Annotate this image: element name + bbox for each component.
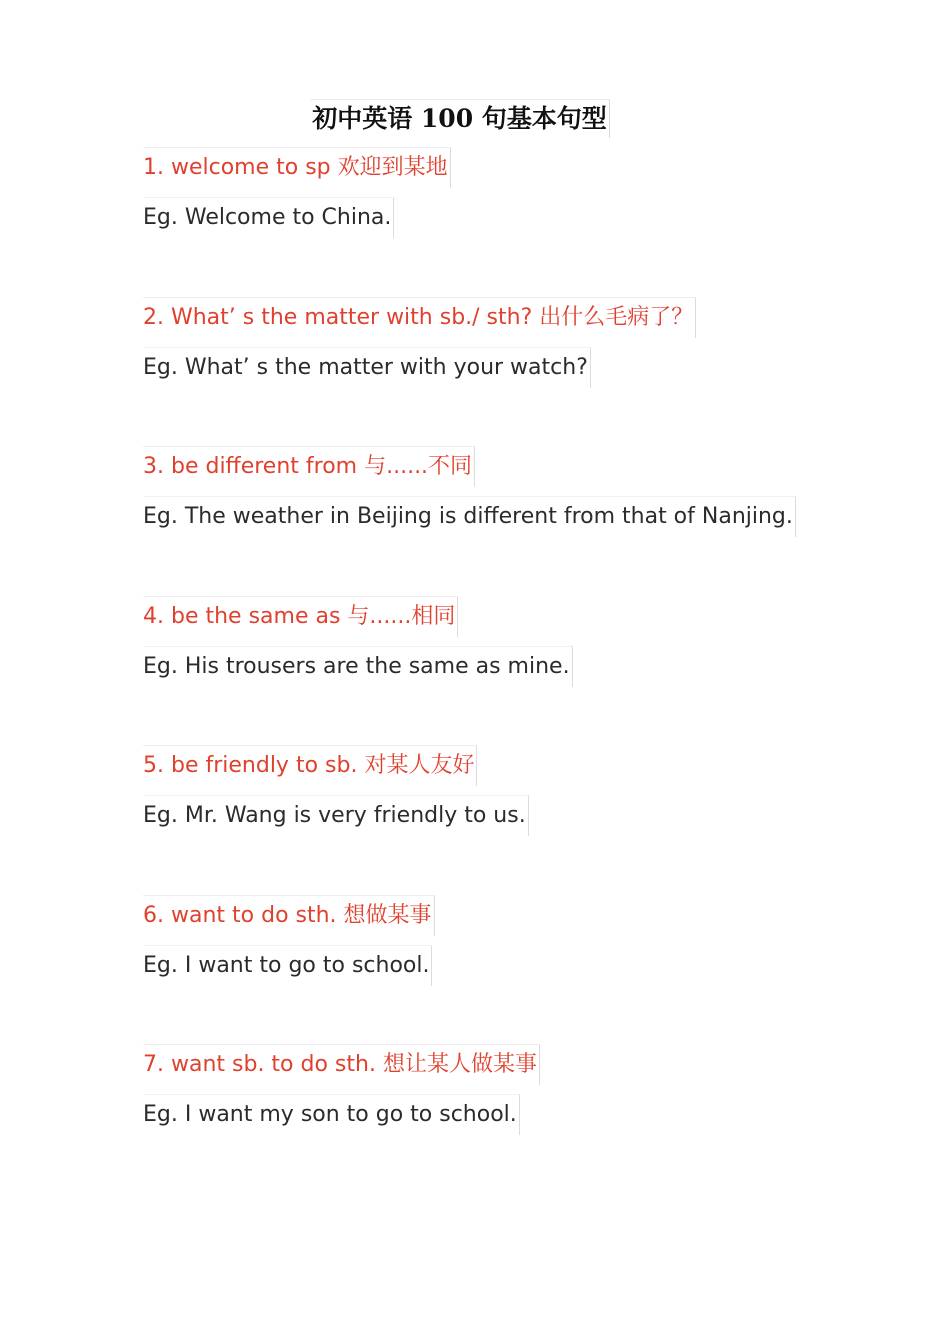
sentence-pattern: 4. be the same as 与......相同: [143, 596, 458, 637]
list-item: [143, 1044, 933, 1194]
page-title: 初中英语 100 句基本句型: [310, 99, 610, 138]
page-title-wrapper: [0, 98, 950, 138]
list-item: [143, 596, 933, 746]
example-sentence: Eg. Mr. Wang is very friendly to us.: [143, 795, 529, 836]
sentence-pattern: 2. What’ s the matter with sb./ sth? 出什么毛病了？: [143, 297, 696, 338]
list-item: [143, 297, 933, 447]
example-sentence: Eg. What’ s the matter with your watch?: [143, 347, 591, 388]
example-sentence: Eg. The weather in Beijing is different from that of Nanjing.: [143, 496, 796, 537]
sentence-pattern: 1. welcome to sp 欢迎到某地: [143, 147, 451, 188]
sentence-pattern-list: [143, 147, 933, 1194]
sentence-pattern: 7. want sb. to do sth. 想让某人做某事: [143, 1044, 540, 1085]
example-sentence: Eg. Welcome to China.: [143, 197, 394, 238]
list-item: [143, 147, 933, 297]
example-sentence: Eg. His trousers are the same as mine.: [143, 646, 573, 687]
example-sentence: Eg. I want to go to school.: [143, 945, 432, 986]
sentence-pattern: 5. be friendly to sb. 对某人友好: [143, 745, 477, 786]
list-item: [143, 745, 933, 895]
list-item: [143, 446, 933, 596]
sentence-pattern: 3. be different from 与......不同: [143, 446, 475, 487]
sentence-pattern: 6. want to do sth. 想做某事: [143, 895, 435, 936]
example-sentence: Eg. I want my son to go to school.: [143, 1094, 520, 1135]
list-item: [143, 895, 933, 1045]
